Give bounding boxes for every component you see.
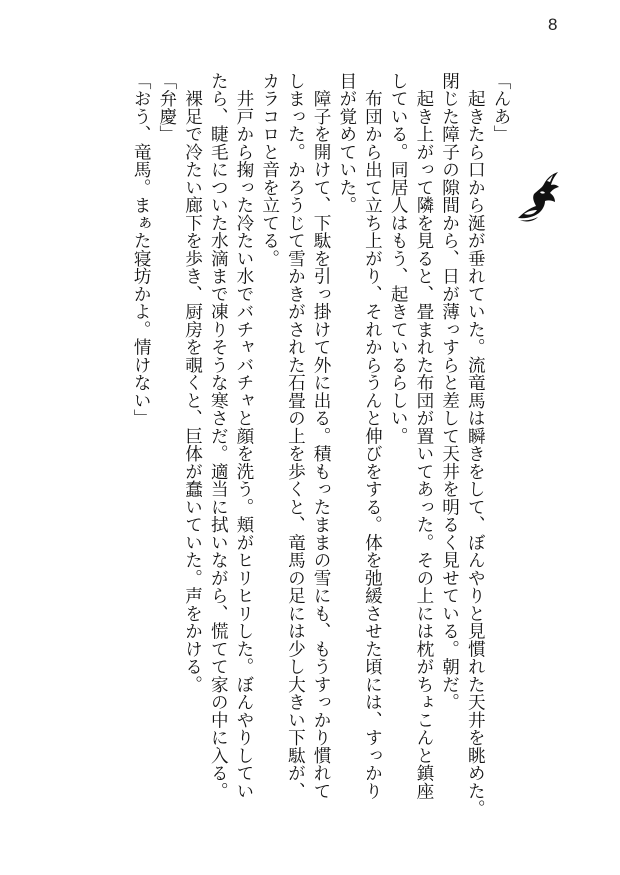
text-line: 起きたら口から涎が垂れていた。流竜馬は瞬きをして、ぼんやりと見慣れた天井を眺めた。: [465, 72, 486, 818]
text-line: カラコロと音を立てる。: [259, 72, 280, 268]
text-line: 障子を開けて、下駄を引っ掛けて外に出る。積もったままの雪にも、もうすっかり慣れて: [311, 72, 332, 800]
text-line: 「んあ」: [491, 72, 511, 143]
ornamental-dragon-emblem-icon: [514, 168, 560, 224]
text-line: しまった。かろうじて雪かきがされた石畳の上を歩くと、竜馬の足には少し大きい下駄が、: [285, 72, 306, 800]
text-line: 閉じた障子の隙間から、日が薄っすらと差して天井を明るく見せている。朝だ。: [439, 72, 460, 711]
novel-text: [127, 72, 513, 852]
text-line: 裸足で冷たい廊下を歩き、厨房を覗くと、巨体が蠢いていた。声をかける。: [182, 72, 203, 694]
text-line: たら、睫毛についた水滴まで凍りそうな寒さだ。適当に拭いながら、慌てて家の中に入る。: [208, 72, 229, 800]
text-line: 井戸から掬った冷たい水でバチャバチャと顔を洗う。頬がヒリヒリした。ぼんやりしてい: [233, 72, 254, 800]
text-line: 目が覚めていた。: [336, 72, 357, 214]
text-line: 起き上がって隣を見ると、畳まれた布団が置いてあった。その上には枕がちょこんと鎮座: [413, 72, 434, 800]
text-line: している。同居人はもう、起きているらしい。: [388, 72, 409, 445]
text-line: 「弁慶」: [156, 72, 177, 143]
text-line: 「おう、竜馬。まぁた寝坊かよ。情けない」: [131, 72, 152, 427]
page-number: 8: [548, 15, 558, 34]
text-line: 布団から出て立ち上がり、それからうんと伸びをする。体を弛緩させた頃には、すっかり: [362, 72, 383, 800]
